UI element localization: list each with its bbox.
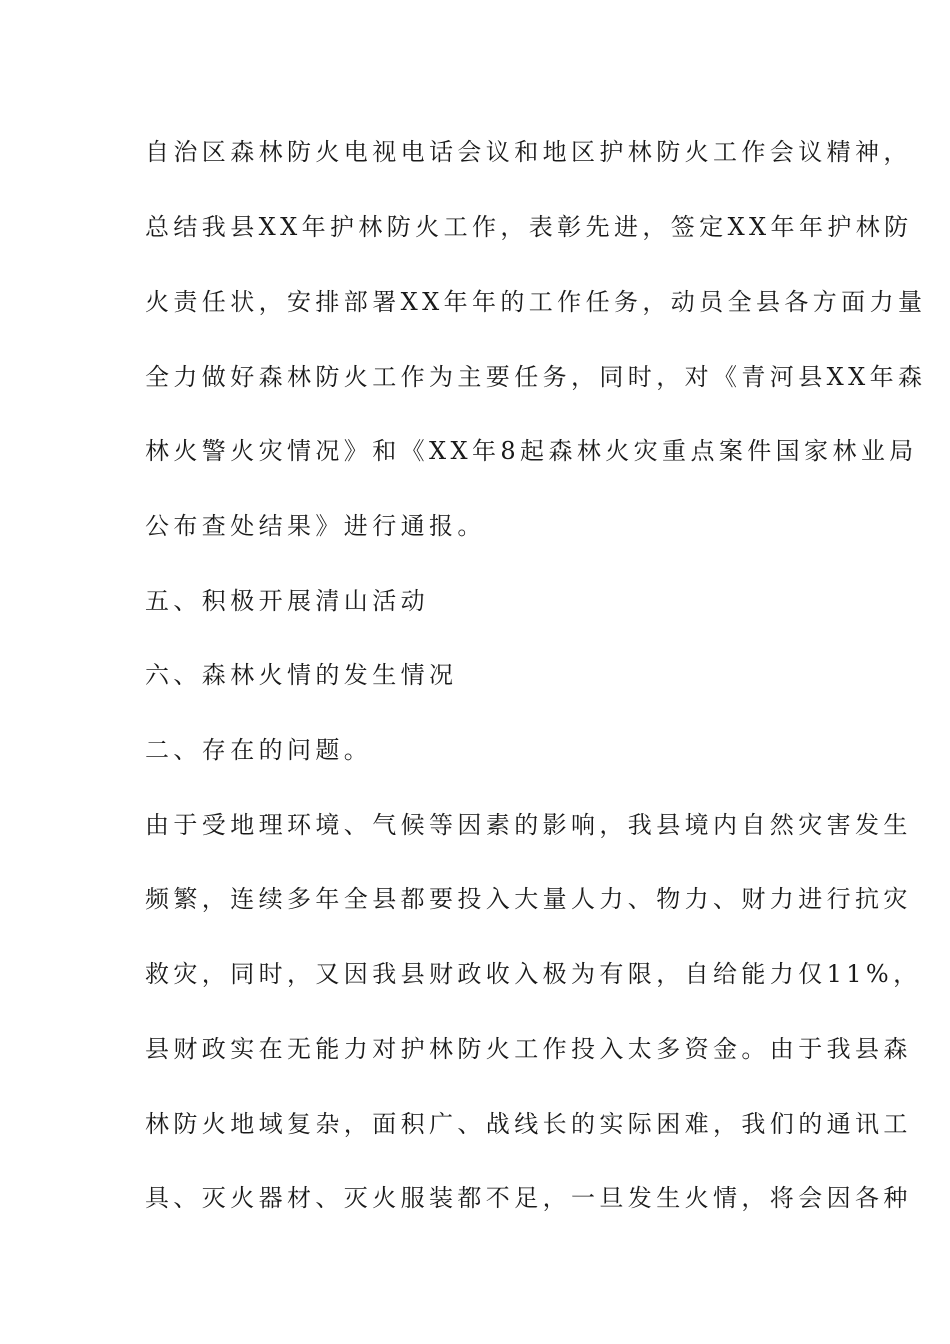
body-text-line: 总结我县XX年护林防火工作，表彰先进，签定XX年年护林防	[145, 213, 913, 241]
body-text-line: 频繁，连续多年全县都要投入大量人力、物力、财力进行抗灾	[145, 885, 912, 913]
body-text-line: 公布查处结果》进行通报。	[145, 512, 486, 540]
body-text-line: 县财政实在无能力对护林防火工作投入太多资金。由于我县森	[145, 1035, 912, 1063]
body-text-line: 火责任状，安排部署XX年年的工作任务，动员全县各方面力量	[145, 288, 927, 316]
section-heading: 五、积极开展清山活动	[145, 587, 429, 615]
body-text-line: 具、灭火器材、灭火服装都不足，一旦发生火情，将会因各种	[145, 1184, 912, 1212]
body-text-line: 自治区森林防火电视电话会议和地区护林防火工作会议精神，	[145, 138, 912, 166]
body-text-line: 全力做好森林防火工作为主要任务，同时，对《青河县XX年森	[145, 363, 927, 391]
body-text-line: 林火警火灾情况》和《XX年8起森林火灾重点案件国家林业局	[145, 437, 918, 465]
section-heading: 二、存在的问题。	[145, 736, 373, 764]
body-text-line: 由于受地理环境、气候等因素的影响，我县境内自然灾害发生	[145, 811, 912, 839]
body-text-line: 救灾，同时，又因我县财政收入极为有限，自给能力仅11%，	[145, 960, 922, 988]
section-heading: 六、森林火情的发生情况	[145, 661, 458, 689]
body-text-line: 林防火地域复杂，面积广、战线长的实际困难，我们的通讯工	[145, 1110, 912, 1138]
